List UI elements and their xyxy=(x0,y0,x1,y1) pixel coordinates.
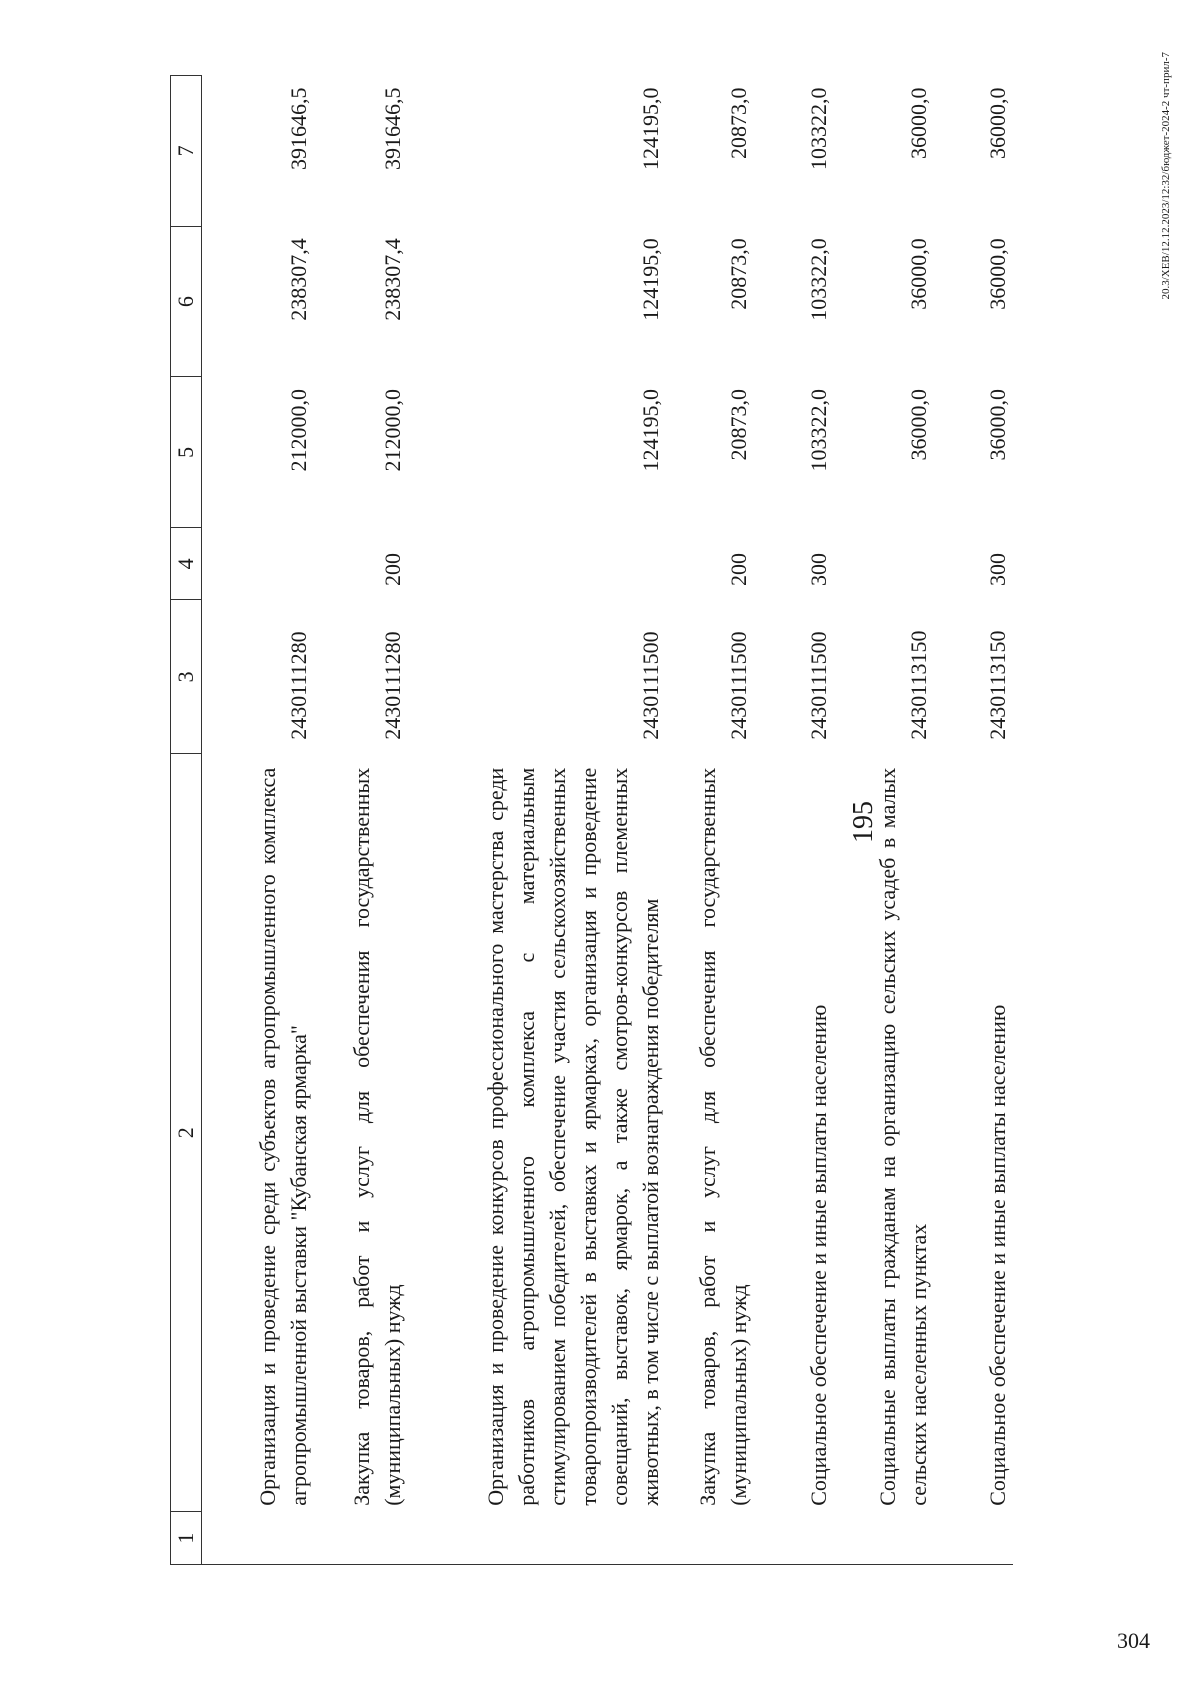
row-value-col7: 391646,5 xyxy=(380,87,405,170)
row-expense-type: 300 xyxy=(985,552,1010,586)
row-value-col7: 124195,0 xyxy=(638,87,663,170)
row-expense-type xyxy=(202,528,315,600)
row-expense-type xyxy=(834,528,934,600)
header-col-3: 3 xyxy=(171,600,202,754)
budget-table xyxy=(170,75,1013,1565)
row-expense-type xyxy=(408,528,666,600)
row-code: 2430113150 xyxy=(985,630,1010,740)
page-number: 195 xyxy=(848,801,879,843)
row-code: 2430111500 xyxy=(806,631,831,740)
row-value-col6: 36000,0 xyxy=(985,238,1010,310)
header-col-2: 2 xyxy=(171,754,202,1512)
row-value-col7: 103322,0 xyxy=(806,87,831,170)
row-number-cell xyxy=(754,1512,834,1565)
row-number-cell xyxy=(314,1512,408,1565)
table-row xyxy=(754,76,834,1565)
row-description: Социальные выплаты гражданам на организацию сельских усадеб в малых сельских населенных пунктах xyxy=(875,767,931,1506)
row-expense-type: 200 xyxy=(380,552,405,586)
row-description: Закупка товаров, работ и услуг для обеспечения государственных (муниципальных) нужд xyxy=(349,767,405,1506)
row-description: Закупка товаров, работ и услуг для обеспечения государственных (муниципальных) нужд xyxy=(695,767,751,1506)
row-value-col6: 238307,4 xyxy=(380,238,405,321)
row-value-col6: 103322,0 xyxy=(806,238,831,321)
header-col-4: 4 xyxy=(171,528,202,600)
row-description: Социальное обеспечение и иные выплаты населению xyxy=(806,1004,831,1506)
row-value-col7: 36000,0 xyxy=(906,87,931,159)
row-description: Социальное обеспечение и иные выплаты населению xyxy=(985,1004,1010,1506)
row-value-col7: 20873,0 xyxy=(726,87,751,159)
row-code: 2430111500 xyxy=(726,631,751,740)
row-value-col7: 36000,0 xyxy=(985,87,1010,159)
row-value-col6: 238307,4 xyxy=(286,238,311,321)
header-col-5: 5 xyxy=(171,377,202,528)
footer-code: 20.3/ХЕВ/12.12.2023/12:32/бюджет-2024-2 чт-прил-7 xyxy=(1160,52,1172,300)
row-code: 2430111280 xyxy=(380,631,405,740)
header-col-7: 7 xyxy=(171,76,202,227)
row-code: 2430113150 xyxy=(906,630,931,740)
row-code: 2430111280 xyxy=(286,631,311,740)
row-value-col5: 20873,0 xyxy=(726,388,751,461)
row-value-col5: 36000,0 xyxy=(985,388,1010,461)
row-value-col5: 103322,0 xyxy=(806,388,831,472)
row-expense-type: 200 xyxy=(726,552,751,586)
sheet-number: 304 xyxy=(1117,1628,1150,1653)
table-row xyxy=(314,76,408,1565)
row-number-cell xyxy=(834,1512,934,1565)
row-expense-type: 300 xyxy=(806,552,831,586)
row-value-col7: 391646,5 xyxy=(286,87,311,170)
row-value-col6: 124195,0 xyxy=(638,238,663,321)
row-value-col5: 212000,0 xyxy=(380,388,405,472)
row-code: 2430111500 xyxy=(638,631,663,740)
table-row xyxy=(934,76,1013,1565)
row-value-col5: 124195,0 xyxy=(638,388,663,472)
row-number-cell xyxy=(666,1512,754,1565)
row-number-cell xyxy=(408,1512,666,1565)
table-row xyxy=(666,76,754,1565)
table-row xyxy=(202,76,315,1565)
header-col-1: 1 xyxy=(171,1512,202,1565)
row-value-col5: 212000,0 xyxy=(286,388,311,472)
row-value-col6: 36000,0 xyxy=(906,238,931,310)
row-number-cell xyxy=(202,1512,315,1565)
row-description: Организация и проведение среди субъектов агропромышленного комплекса агропромышленной выставки "Кубанская ярмарка" xyxy=(255,767,311,1506)
row-value-col6: 20873,0 xyxy=(726,238,751,310)
header-col-6: 6 xyxy=(171,226,202,377)
table-row xyxy=(408,76,666,1565)
row-description: Организация и проведение конкурсов профессионального мастерства среди работников агропромышленного комплекса с материальным стимулированием победителей, обеспечение участия сельскохозяйственных товаропроизводителей в выставках и ярмарках, организация и проведение совещаний, выставок, ярмарок, а также смотров-конкурсов племенных животных, в том числе с выплатой вознаграждения победителям xyxy=(483,767,663,1506)
table-header-row xyxy=(171,76,202,1565)
row-value-col5: 36000,0 xyxy=(906,388,931,461)
row-number-cell xyxy=(934,1512,1013,1565)
rotated-page xyxy=(170,75,1050,1565)
